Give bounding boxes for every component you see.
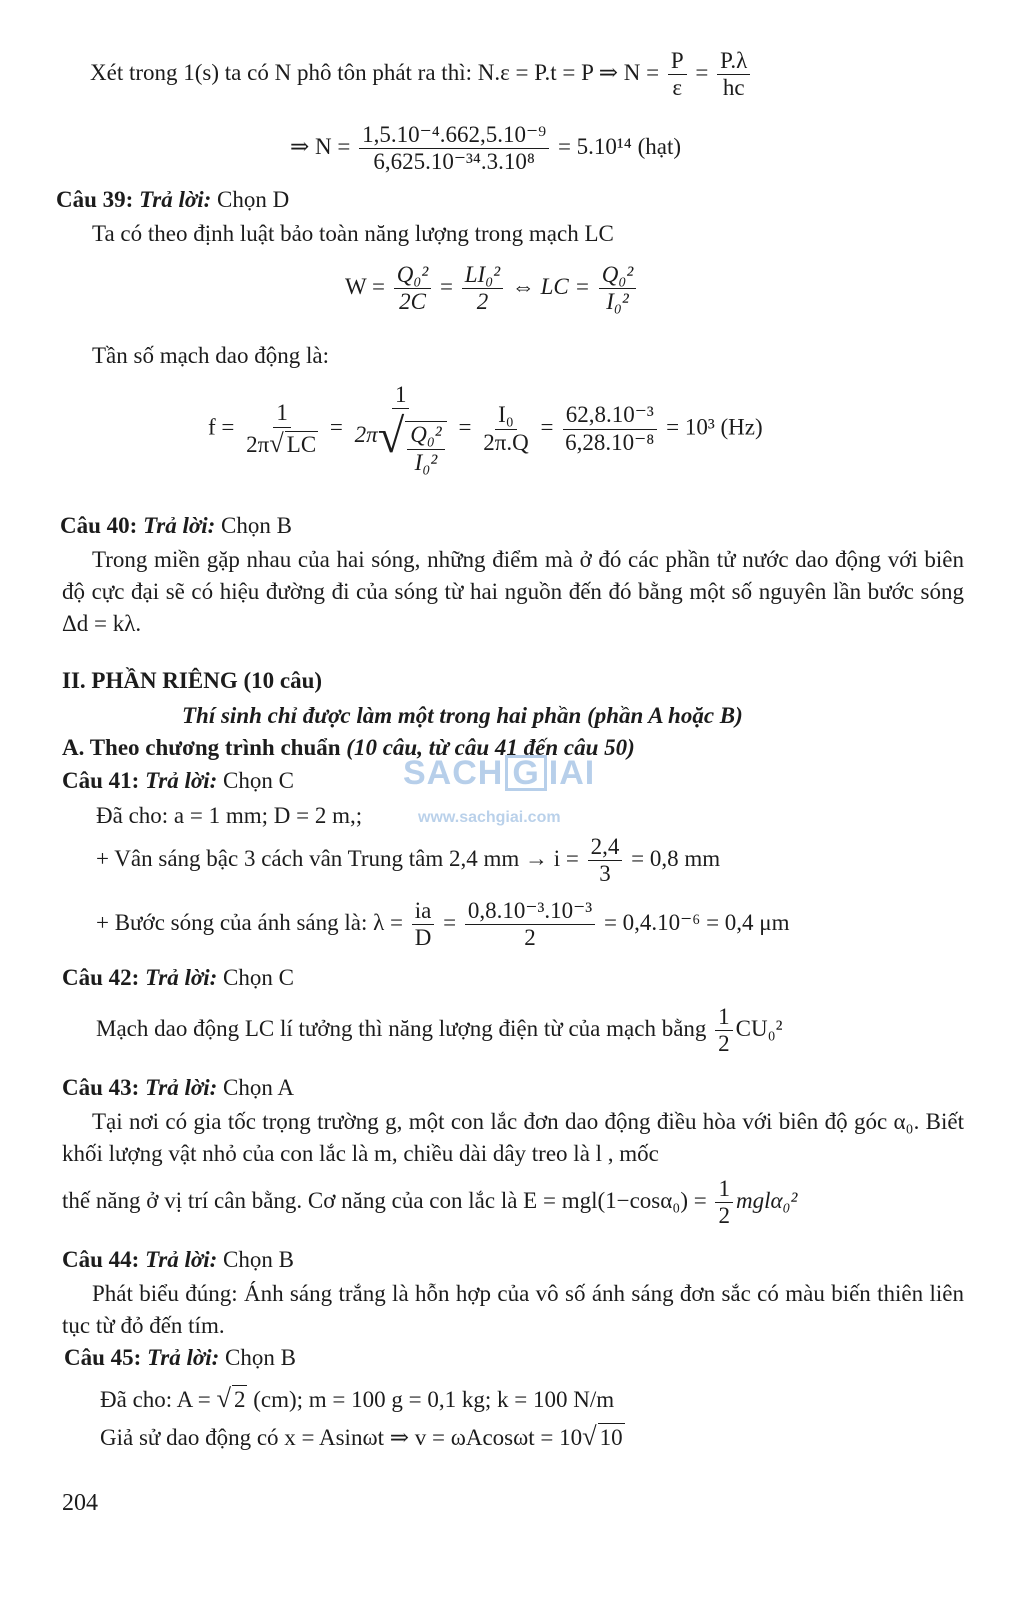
q39-formula: W = $\frac{\text{Q₀²}}{2C}$ = $\frac{\text{LI₀²}}{2}$ ⇔ LC = $\frac{\text{Q₀²}}{\text{I₀²}}$ [345,262,639,316]
q44-text: Phát biểu đúng: Ánh sáng trắng là hỗn hợp của vô số ánh sáng đơn sắc có màu biến thiên liên tục từ đỏ đến tím. [62,1281,964,1338]
q40-heading: Câu 40: Trả lời: Chọn B [60,513,292,538]
freq-formula: f = $\frac{1}{2\pi√ LC}$ = 1 2π√ $\frac{\text{Q₀²}}{\text{I₀²}}$ = $\frac{\text{I₀}}{2\pi.Q}$ = $\frac{\text{62,8.10⁻³}}{\text{6,28.10⁻⁸}}$ = 10³ (Hz) [208,382,763,475]
q42-text: Mạch dao động LC lí tưởng thì năng lượng điện từ của mạch bằng $\frac{1}{2}$ CU₀² [96,1004,783,1057]
photon-count-result: ⇒ N = $\frac{\text{1,5.10⁻⁴.662,5.10⁻⁹}}{\text{6,625.10⁻³⁴.3.10⁸}}$ = 5.10¹⁴ (hạt) [290,122,681,175]
q41-heading: Câu 41: Trả lời: Chọn C [62,768,294,793]
q43-text: Tại nơi có gia tốc trọng trường g, một con lắc đơn dao động điều hòa với biên độ góc α₀. Biết khối lượng vật nhỏ của con lắc là m, chiều dài dây treo là l , mốc [62,1109,964,1166]
fraction: $\frac{\text{1,5.10⁻⁴.662,5.10⁻⁹}}{\text{6,625.10⁻³⁴.3.10⁸}}$ [359,122,549,176]
q41-line2: + Bước sóng của ánh sáng là: λ = $\frac{ia}{D}$ = $\frac{\text{0,8.10⁻³.10⁻³}}{2}$ = 0,4.10⁻⁶ = 0,4 μm [96,898,790,951]
q45-given: Đã cho: A = √ 2 (cm); m = 100 g = 0,1 kg; k = 100 N/m [100,1383,615,1413]
section-title: II. PHẦN RIÊNG (10 câu) [62,668,323,693]
fraction: $\frac{P.\lambda}{hc}$ [717,48,750,102]
q40-text: Trong miền gặp nhau của hai sóng, những điểm mà ở đó các phần tử nước dao động với biên độ cực đại sẽ có hiệu đường đi của sóng từ hai nguồn đến đó bằng một số nguyên lần bước sóng Δd = kλ. [62,547,964,636]
page-number: 204 [62,1490,98,1516]
photon-count-line: Xét trong 1(s) ta có N phô tôn phát ra thì: N.ε = P.t = P ⇒ N = $\frac{P}{\varepsilon}$ = $\frac{P.\lambda}{hc}$ [90,48,753,102]
watermark-url: www.sachgiai.com [418,809,561,826]
fraction: $\frac{P}{\varepsilon}$ [668,48,687,102]
q41-given: Đã cho: a = 1 mm; D = 2 m,; [96,803,363,828]
section-note: Thí sinh chỉ được làm một trong hai phần (phần A hoặc B) [182,703,743,728]
q44-heading: Câu 44: Trả lời: Chọn B [62,1247,294,1272]
q41-line1: + Vân sáng bậc 3 cách vân Trung tâm 2,4 mm → i = $\frac{2,4}{3}$ = 0,8 mm [96,834,721,887]
line-text: Xét trong 1(s) ta có N phô tôn phát ra thì: N.ε = P.t = P ⇒ N = [90,60,660,86]
q39-heading: Câu 39: Trả lời: Chọn D [56,187,290,212]
q43-line3: thế năng ở vị trí cân bằng. Cơ năng của con lắc là E = mgl(1−cosα₀) = $\frac{1}{2}$ mglα₀² [62,1176,798,1229]
q45-heading: Câu 45: Trả lời: Chọn B [64,1345,296,1370]
freq-text: Tần số mạch dao động là: [92,343,329,368]
section-sub-a: A. Theo chương trình chuẩn (10 câu, từ câu 41 đến câu 50) [62,735,635,760]
q42-heading: Câu 42: Trả lời: Chọn C [62,965,294,990]
q45-line2: Giả sử dao động có x = Asinωt ⇒ v = ωAcosωt = 10√ 10 [100,1421,623,1451]
q39-text: Ta có theo định luật bảo toàn năng lượng trong mạch LC [92,221,614,246]
q43-heading: Câu 43: Trả lời: Chọn A [62,1075,294,1100]
watermark-logo: SACH G IAI [403,754,596,792]
